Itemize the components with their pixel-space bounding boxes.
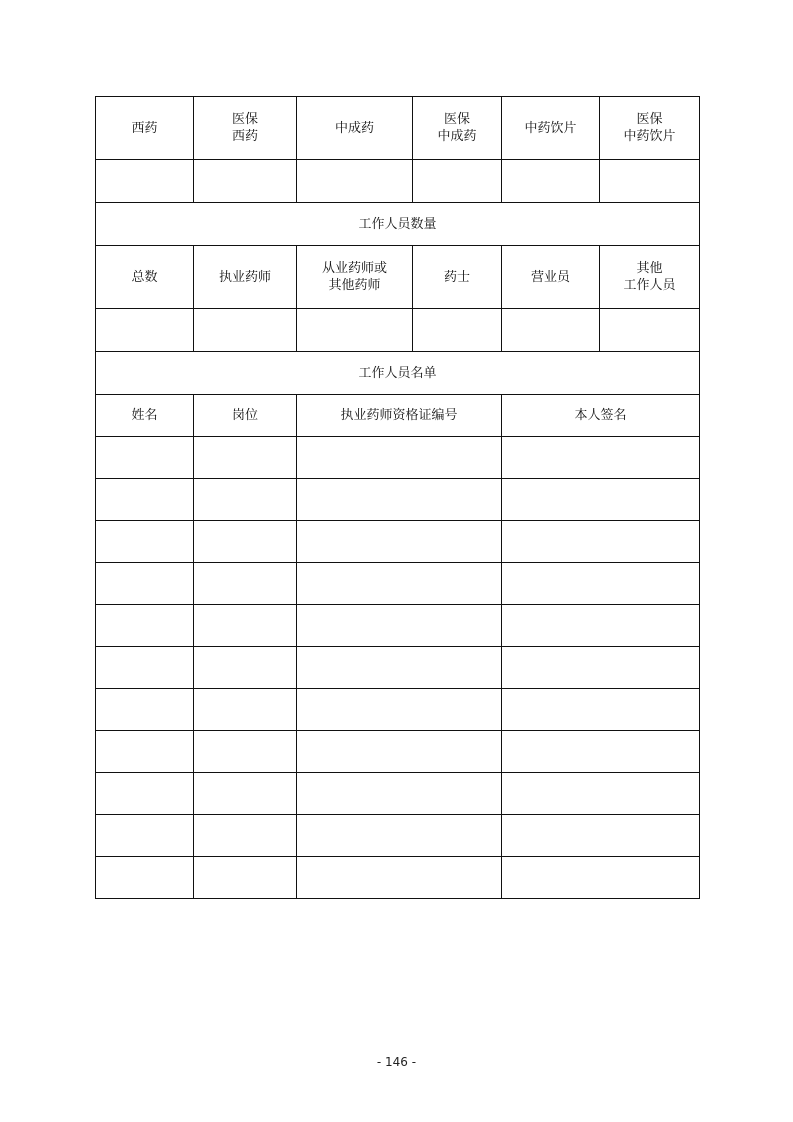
staff-list-row: [96, 479, 700, 521]
staff-list-row: [96, 815, 700, 857]
staff-count-header-row: [96, 246, 700, 309]
value-cell[interactable]: [600, 160, 700, 203]
header-chinese-patent-medicine: 中成药: [297, 97, 413, 160]
name-cell[interactable]: [96, 773, 194, 815]
staff-list-row: [96, 857, 700, 899]
value-cell[interactable]: [96, 160, 194, 203]
value-cell[interactable]: [297, 160, 413, 203]
certificate-cell[interactable]: [297, 857, 502, 899]
value-cell[interactable]: [413, 309, 502, 352]
value-cell[interactable]: [194, 309, 297, 352]
staff-list-row: [96, 563, 700, 605]
value-cell[interactable]: [194, 160, 297, 203]
header-insured-herbal-pieces: 医保 中药饮片: [600, 97, 700, 160]
position-cell[interactable]: [194, 521, 297, 563]
certificate-cell[interactable]: [297, 773, 502, 815]
position-cell[interactable]: [194, 479, 297, 521]
header-pharmacy-assistant: 药士: [413, 246, 502, 309]
position-cell[interactable]: [194, 689, 297, 731]
name-cell[interactable]: [96, 605, 194, 647]
pharmacy-staff-form-table: [95, 96, 700, 899]
position-cell[interactable]: [194, 773, 297, 815]
header-licensed-pharmacist: 执业药师: [194, 246, 297, 309]
value-cell[interactable]: [297, 309, 413, 352]
name-cell[interactable]: [96, 815, 194, 857]
certificate-cell[interactable]: [297, 731, 502, 773]
header-herbal-pieces: 中药饮片: [502, 97, 600, 160]
signature-cell[interactable]: [502, 731, 700, 773]
signature-cell[interactable]: [502, 857, 700, 899]
signature-cell[interactable]: [502, 605, 700, 647]
name-cell[interactable]: [96, 857, 194, 899]
value-cell[interactable]: [413, 160, 502, 203]
header-name: 姓名: [96, 395, 194, 437]
certificate-cell[interactable]: [297, 521, 502, 563]
header-insured-chinese-patent-medicine: 医保 中成药: [413, 97, 502, 160]
signature-cell[interactable]: [502, 437, 700, 479]
signature-cell[interactable]: [502, 563, 700, 605]
name-cell[interactable]: [96, 521, 194, 563]
staff-list-row: [96, 521, 700, 563]
value-cell[interactable]: [502, 160, 600, 203]
header-position: 岗位: [194, 395, 297, 437]
medicine-values-row: [96, 160, 700, 203]
signature-cell[interactable]: [502, 815, 700, 857]
position-cell[interactable]: [194, 857, 297, 899]
staff-list-row: [96, 731, 700, 773]
staff-list-row: [96, 773, 700, 815]
header-total: 总数: [96, 246, 194, 309]
name-cell[interactable]: [96, 731, 194, 773]
position-cell[interactable]: [194, 731, 297, 773]
certificate-cell[interactable]: [297, 563, 502, 605]
staff-list-title-row: [96, 352, 700, 395]
header-practicing-or-other-pharmacist: 从业药师或 其他药师: [297, 246, 413, 309]
value-cell[interactable]: [600, 309, 700, 352]
signature-cell[interactable]: [502, 773, 700, 815]
certificate-cell[interactable]: [297, 689, 502, 731]
staff-count-title: 工作人员数量: [96, 203, 700, 246]
staff-list-row: [96, 605, 700, 647]
medicine-header-row: [96, 97, 700, 160]
page-number: - 146 -: [376, 1055, 417, 1069]
name-cell[interactable]: [96, 563, 194, 605]
name-cell[interactable]: [96, 689, 194, 731]
certificate-cell[interactable]: [297, 605, 502, 647]
signature-cell[interactable]: [502, 521, 700, 563]
position-cell[interactable]: [194, 605, 297, 647]
header-sales-staff: 营业员: [502, 246, 600, 309]
certificate-cell[interactable]: [297, 647, 502, 689]
staff-count-values-row: [96, 309, 700, 352]
position-cell[interactable]: [194, 815, 297, 857]
signature-cell[interactable]: [502, 647, 700, 689]
signature-cell[interactable]: [502, 479, 700, 521]
certificate-cell[interactable]: [297, 815, 502, 857]
position-cell[interactable]: [194, 437, 297, 479]
header-signature: 本人签名: [502, 395, 700, 437]
staff-list-title: 工作人员名单: [96, 352, 700, 395]
name-cell[interactable]: [96, 437, 194, 479]
header-insured-western-medicine: 医保 西药: [194, 97, 297, 160]
staff-count-title-row: [96, 203, 700, 246]
value-cell[interactable]: [96, 309, 194, 352]
staff-list-row: [96, 437, 700, 479]
header-certificate-number: 执业药师资格证编号: [297, 395, 502, 437]
position-cell[interactable]: [194, 647, 297, 689]
header-western-medicine: 西药: [96, 97, 194, 160]
header-other-staff: 其他 工作人员: [600, 246, 700, 309]
staff-list-header-row: [96, 395, 700, 437]
name-cell[interactable]: [96, 647, 194, 689]
staff-list-row: [96, 647, 700, 689]
staff-list-row: [96, 689, 700, 731]
position-cell[interactable]: [194, 563, 297, 605]
certificate-cell[interactable]: [297, 437, 502, 479]
signature-cell[interactable]: [502, 689, 700, 731]
certificate-cell[interactable]: [297, 479, 502, 521]
value-cell[interactable]: [502, 309, 600, 352]
name-cell[interactable]: [96, 479, 194, 521]
